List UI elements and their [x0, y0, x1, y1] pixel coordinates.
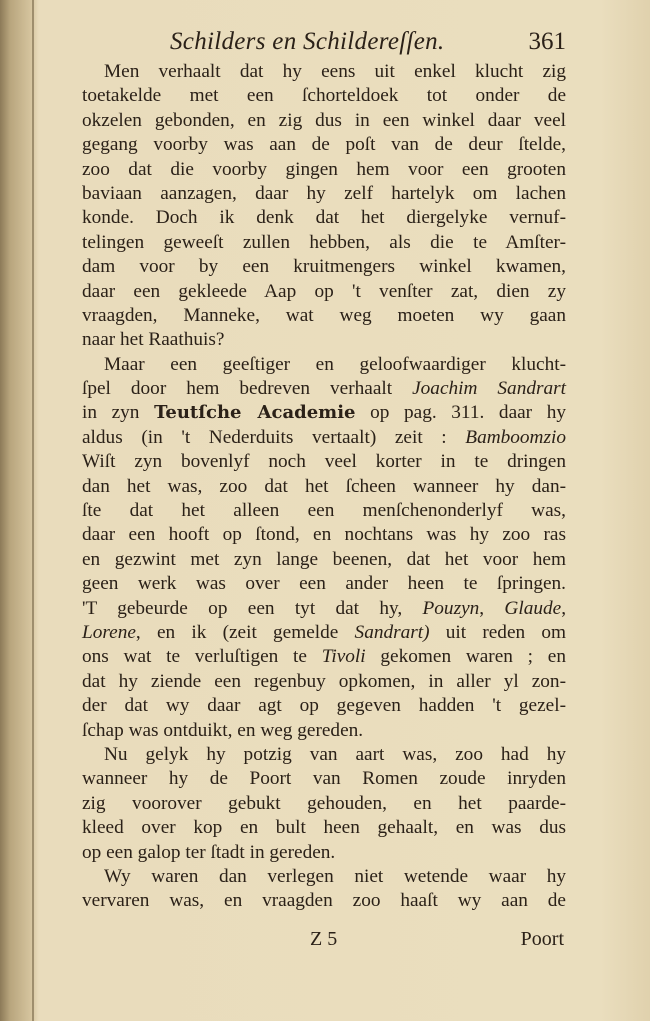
line-text: en gezwint met zyn lange beenen, dat het voor hem: [82, 548, 566, 570]
line-text: aldus (in 't Nederduits vertaalt) zeit :: [82, 426, 466, 448]
text-line: [82, 109, 566, 133]
line-text: konde. Doch ik denk dat het diergelyke vernuf-: [82, 207, 566, 229]
page-header: [100, 28, 570, 58]
text-line: [82, 743, 566, 767]
text-line: [82, 670, 566, 694]
text-line: [82, 523, 566, 547]
text-line: [82, 865, 566, 889]
line-text: Maar een geeſtiger en geloofwaardiger klucht-: [104, 353, 566, 375]
line-text: in zyn: [82, 402, 155, 424]
line-text: ,: [479, 597, 505, 619]
line-text: gekomen waren ; en: [365, 646, 566, 668]
line-text: wanneer hy de Poort van Romen zoude inryden: [82, 768, 566, 790]
text-line: [82, 475, 566, 499]
line-text: , en ik (zeit gemelde: [135, 621, 355, 643]
text-line: [82, 377, 566, 401]
line-text: dam voor by een kruitmengers winkel kwamen,: [82, 256, 566, 278]
text-line: [82, 450, 566, 474]
text-line: [82, 719, 566, 743]
line-text: der dat wy daar agt op gegeven hadden 't gezel-: [82, 695, 566, 717]
line-text: telingen geweeſt zullen hebben, als die te Amſter-: [82, 231, 566, 253]
text-line: [82, 426, 566, 450]
line-text: zoo dat die voorby gingen hem voor een grooten: [82, 158, 566, 180]
line-text: vraagden, Manneke, wat weg moeten wy gaan: [82, 304, 566, 326]
blackletter-text: Teutſche Academie: [154, 402, 356, 424]
text-line: [82, 572, 566, 596]
text-line: [82, 767, 566, 791]
line-text: toetakelde met een ſchorteldoek tot onder de: [82, 85, 566, 107]
text-line: [82, 133, 566, 157]
italic-text: Glaude: [504, 597, 562, 619]
line-text: Nu gelyk hy potzig van aart was, zoo had hy: [104, 743, 566, 765]
text-line: [82, 182, 566, 206]
line-text: dat hy ziende een regenbuy opkomen, in aller yl zon-: [82, 670, 566, 692]
line-text: ons wat te verluſtigen te: [82, 646, 322, 668]
text-line: [82, 816, 566, 840]
gutter-edge: [32, 0, 34, 1021]
line-text: Wiſt zyn bovenlyf noch veel korter in te dringen: [82, 451, 566, 473]
line-text: ,: [561, 597, 567, 619]
text-line: [82, 206, 566, 230]
line-text: ſte dat het alleen een menſchenonderlyf was,: [82, 500, 566, 522]
text-line: [82, 304, 566, 328]
line-text: zig voorover gebukt gehouden, en het paarde-: [82, 792, 566, 814]
line-text: op een galop ter ſtadt in gereden.: [82, 841, 336, 863]
italic-text: Tivoli: [321, 646, 366, 668]
text-line: [82, 60, 566, 84]
text-line: [82, 841, 566, 865]
line-text: kleed over kop en bult heen gehaalt, en was dus: [82, 817, 566, 839]
text-line: [82, 499, 566, 523]
text-line: [82, 84, 566, 108]
text-line: [82, 621, 566, 645]
text-line: [82, 280, 566, 304]
running-title: Schilders en Schildereſſen.: [170, 28, 445, 55]
line-text: 'T gebeurde op een tyt dat hy,: [82, 597, 423, 619]
catchword: Poort: [520, 928, 564, 950]
line-text: dan het was, zoo dat het ſcheen wanneer hy dan-: [82, 475, 566, 497]
page-footer: [82, 928, 566, 954]
line-text: baviaan aanzagen, daar hy zelf hartelyk om lachen: [82, 182, 566, 204]
line-text: ſchap was ontduikt, en weg gereden.: [82, 719, 364, 741]
signature-mark: Z 5: [310, 928, 338, 950]
line-text: ſpel door hem bedreven verhaalt: [82, 378, 413, 400]
text-line: [82, 158, 566, 182]
line-text: naar het Raathuis?: [82, 329, 225, 351]
text-line: [82, 353, 566, 377]
text-line: [82, 231, 566, 255]
italic-text: Lorene: [82, 621, 136, 643]
line-text: okzelen gebonden, en zig dus in een winkel daar veel: [82, 109, 566, 131]
line-text: daar een gekleede Aap op 't venſter zat, dien zy: [82, 280, 566, 302]
line-text: gegang voorby was aan de poſt van de deur ſtelde,: [82, 134, 566, 156]
italic-text: Joachim Sandrart: [412, 378, 566, 400]
text-line: [82, 597, 566, 621]
italic-text: Pouzyn: [422, 597, 480, 619]
page-number: 361: [528, 28, 566, 55]
line-text: vervaren was, en vraagden zoo haaſt wy aan de: [82, 890, 566, 912]
text-line: [82, 645, 566, 669]
text-line: [82, 889, 566, 913]
body-text: [82, 60, 566, 914]
text-line: [82, 328, 566, 352]
line-text: geen werk was over een ander heen te ſpringen.: [82, 573, 566, 595]
line-text: op pag. 311. daar hy: [355, 402, 566, 424]
line-text: daar een hooft op ſtond, en nochtans was hy zoo ras: [82, 524, 566, 546]
text-line: [82, 792, 566, 816]
italic-text: Bamboотzio: [465, 426, 566, 448]
line-text: Men verhaalt dat hy eens uit enkel klucht zig: [104, 61, 566, 82]
italic-text: Sandrart): [354, 621, 430, 643]
text-line: [82, 255, 566, 279]
text-line: [82, 401, 566, 425]
line-text: uit reden om: [429, 621, 566, 643]
text-line: [82, 694, 566, 718]
text-line: [82, 548, 566, 572]
line-text: Wy waren dan verlegen niet wetende waar hy: [104, 865, 566, 887]
